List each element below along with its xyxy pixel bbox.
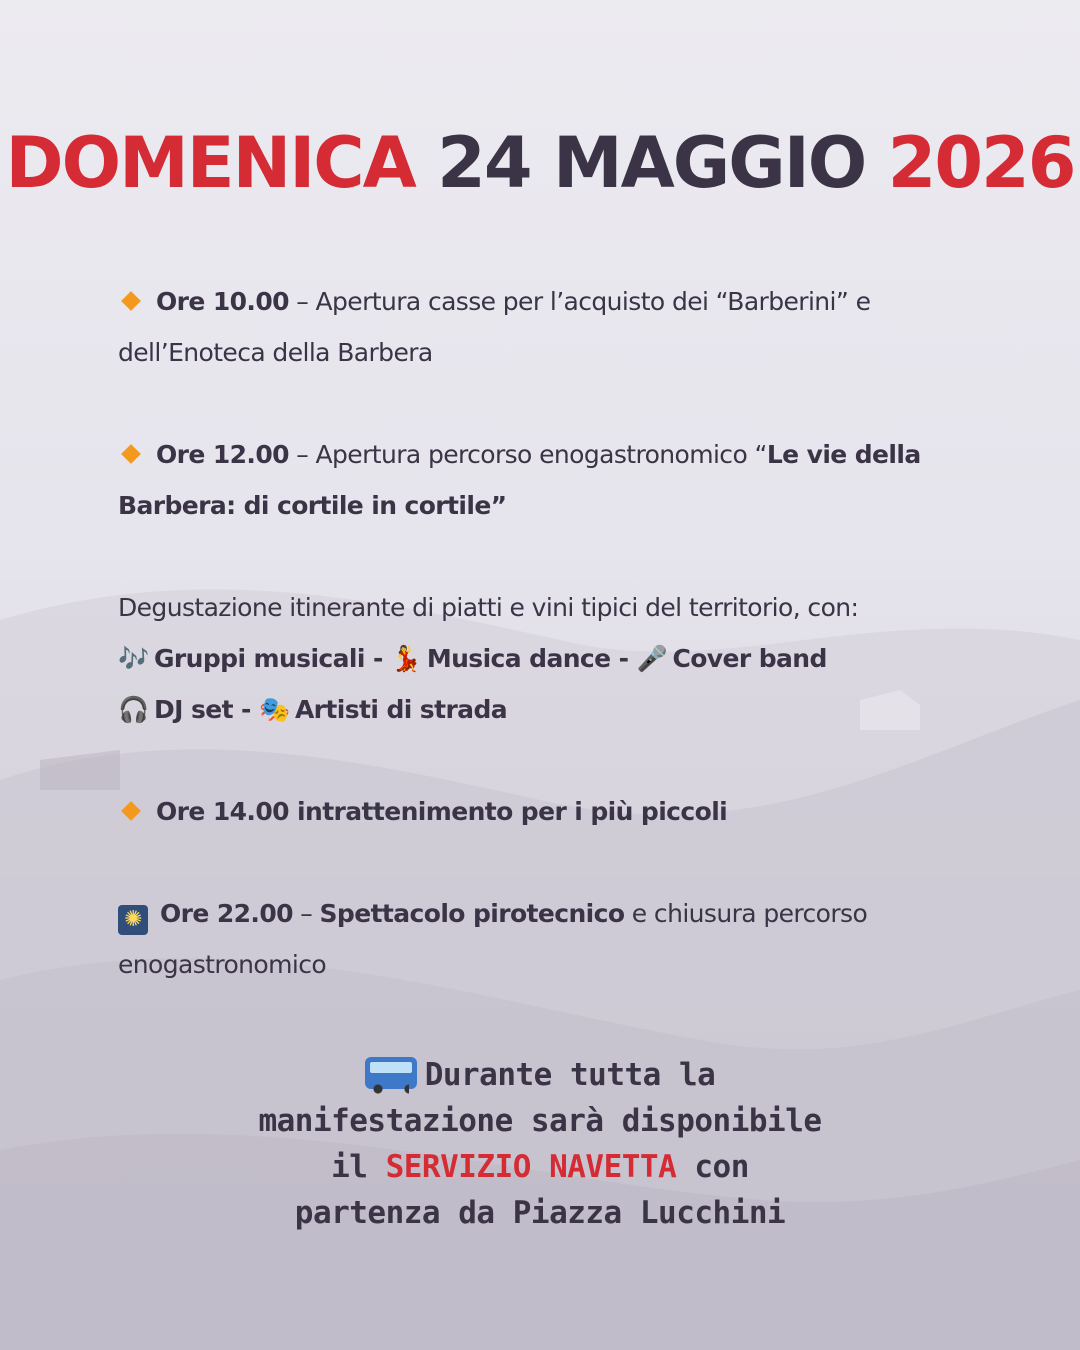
headphones-icon: 🎧 [118, 695, 149, 724]
entertainment-line-1 [118, 633, 978, 684]
item-text: e chiusura percorso [624, 899, 868, 928]
tasting-intro: Degustazione itinerante di piatti e vini tipici del territorio, con: [118, 593, 859, 622]
entertainment-label: DJ set [154, 695, 233, 724]
program-list [118, 276, 978, 990]
footer-text: il [331, 1149, 386, 1185]
item-time: Ore 10.00 [156, 287, 289, 316]
orange-diamond-icon [121, 444, 141, 464]
entertainment-label: Gruppi musicali [154, 644, 365, 673]
item-text: – Apertura percorso enogastronomico “ [288, 440, 767, 469]
bus-icon [365, 1057, 417, 1089]
entertainment-label: Cover band [672, 644, 827, 673]
title-date: 24 MAGGIO [437, 122, 866, 204]
program-item-2 [118, 429, 978, 531]
entertainment-label: Musica dance [426, 644, 611, 673]
separator: - [232, 695, 259, 724]
shuttle-service-highlight: SERVIZIO NAVETTA [385, 1149, 677, 1185]
footer-line: manifestazione sarà disponibile [258, 1103, 822, 1139]
item-time: Ore 12.00 [156, 440, 289, 469]
theater-masks-icon: 🎭 [258, 695, 290, 724]
musical-notes-icon: 🎶 [118, 644, 149, 673]
program-item-3 [118, 786, 978, 837]
program-item-4 [118, 888, 978, 990]
footer-text: con [676, 1149, 749, 1185]
shuttle-notice [0, 1052, 1080, 1236]
item-text: – Apertura casse per l’acquisto dei “Barberini” e [288, 287, 871, 316]
separator: - [610, 644, 637, 673]
orange-diamond-icon [121, 801, 141, 821]
fireworks-icon: ✺ [118, 905, 148, 935]
item-text: dell’Enoteca della Barbera [118, 338, 433, 367]
microphone-icon: 🎤 [636, 644, 668, 673]
footer-line: Durante tutta la [424, 1057, 716, 1093]
orange-diamond-icon [121, 291, 141, 311]
title-day: DOMENICA [5, 122, 415, 204]
item-bold-text: Le vie della [766, 440, 921, 469]
title-year: 2026 [887, 122, 1075, 204]
program-item-1 [118, 276, 978, 378]
item-text: Ore 14.00 intrattenimento per i più piccoli [156, 797, 728, 826]
event-date-title [0, 118, 1080, 208]
item-text: enogastronomico [118, 950, 327, 979]
footer-line: partenza da Piazza Lucchini [294, 1195, 786, 1231]
item-time: Ore 22.00 [160, 899, 293, 928]
entertainment-label: Artisti di strada [294, 695, 508, 724]
item-bold-text: Barbera: di cortile in cortile” [118, 491, 507, 520]
separator: - [364, 644, 391, 673]
item-text: – [292, 899, 320, 928]
dancer-icon: 💃 [390, 644, 422, 673]
entertainment-line-2 [118, 684, 978, 735]
item-bold-text: Spettacolo pirotecnico [319, 899, 625, 928]
